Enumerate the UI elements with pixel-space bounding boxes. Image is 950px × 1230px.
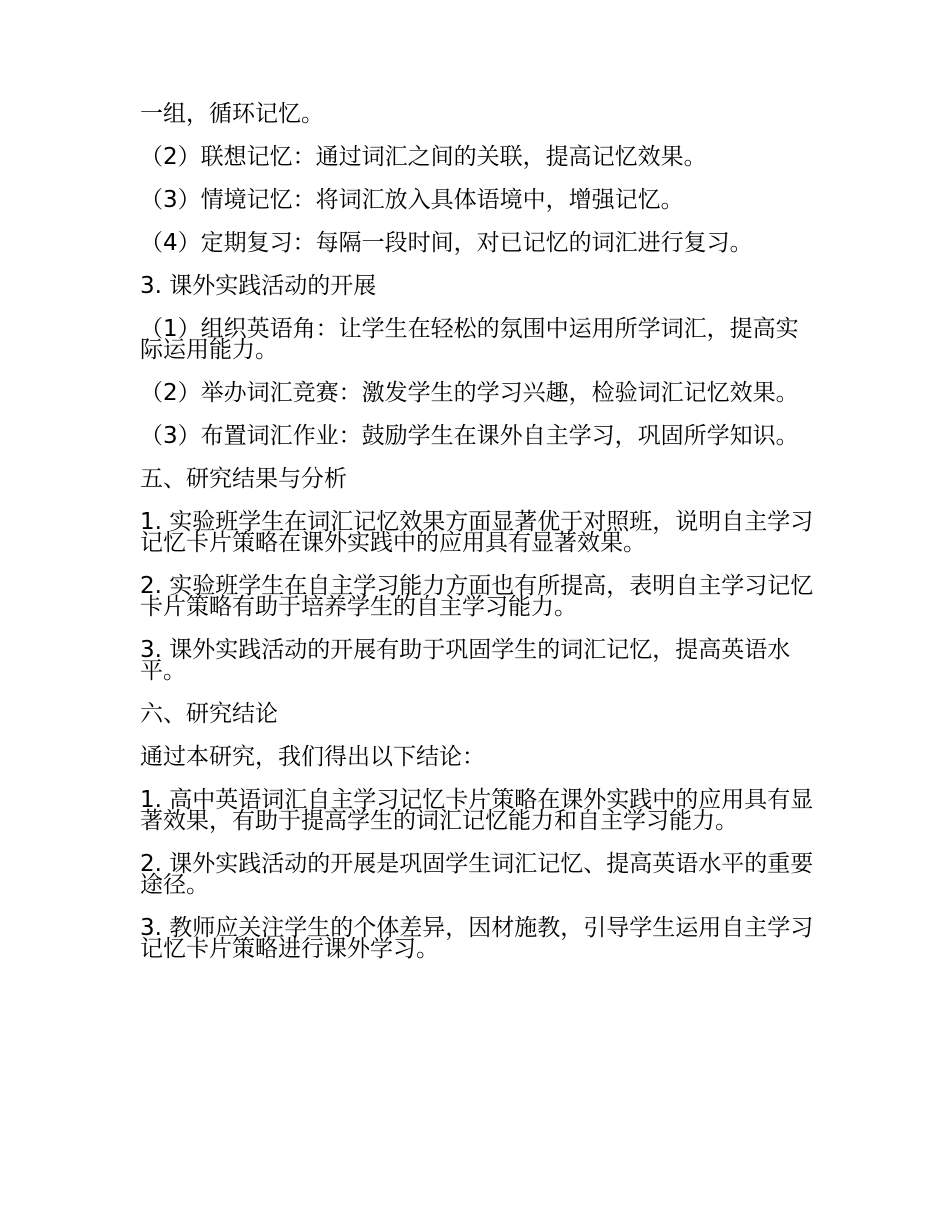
heading-extracurricular-activities: 3. 课外实践活动的开展: [140, 273, 377, 299]
paragraph-result-1: 1. 实验班学生在词汇记忆效果方面显著优于对照班，说明自主学习记忆卡片策略在课外实践中的应用具有显著效果。: [140, 509, 814, 556]
paragraph-english-corner: （1）组织英语角：让学生在轻松的氛围中运用所学词汇，提高实际运用能力。: [140, 316, 799, 363]
paragraph-result-2: 2. 实验班学生在自主学习能力方面也有所提高，表明自主学习记忆卡片策略有助于培养学生的自主学习能力。: [140, 573, 814, 620]
paragraph-conclusion-2: 2. 课外实践活动的开展是巩固学生词汇记忆、提高英语水平的重要途径。: [140, 851, 814, 898]
paragraph-association-memory: （2）联想记忆：通过词汇之间的关联，提高记忆效果。: [140, 144, 707, 170]
paragraph-regular-review: （4）定期复习：每隔一段时间，对已记忆的词汇进行复习。: [140, 230, 753, 256]
paragraph-continuation: 一组，循环记忆。: [140, 101, 324, 127]
heading-results-analysis: 五、研究结果与分析: [140, 466, 347, 492]
document-page: [140, 101, 815, 982]
paragraph-conclusion-intro: 通过本研究，我们得出以下结论：: [140, 744, 485, 770]
paragraph-conclusion-1: 1. 高中英语词汇自主学习记忆卡片策略在课外实践中的应用具有显著效果，有助于提高学生的词汇记忆能力和自主学习能力。: [140, 787, 814, 834]
paragraph-result-3: 3. 课外实践活动的开展有助于巩固学生的词汇记忆，提高英语水平。: [140, 637, 791, 684]
paragraph-context-memory: （3）情境记忆：将词汇放入具体语境中，增强记忆。: [140, 187, 684, 213]
paragraph-conclusion-3: 3. 教师应关注学生的个体差异，因材施教，引导学生运用自主学习记忆卡片策略进行课外学习。: [140, 915, 814, 962]
paragraph-vocabulary-contest: （2）举办词汇竞赛：激发学生的学习兴趣，检验词汇记忆效果。: [140, 380, 799, 406]
heading-conclusions: 六、研究结论: [140, 701, 278, 727]
paragraph-vocabulary-homework: （3）布置词汇作业：鼓励学生在课外自主学习，巩固所学知识。: [140, 423, 799, 449]
